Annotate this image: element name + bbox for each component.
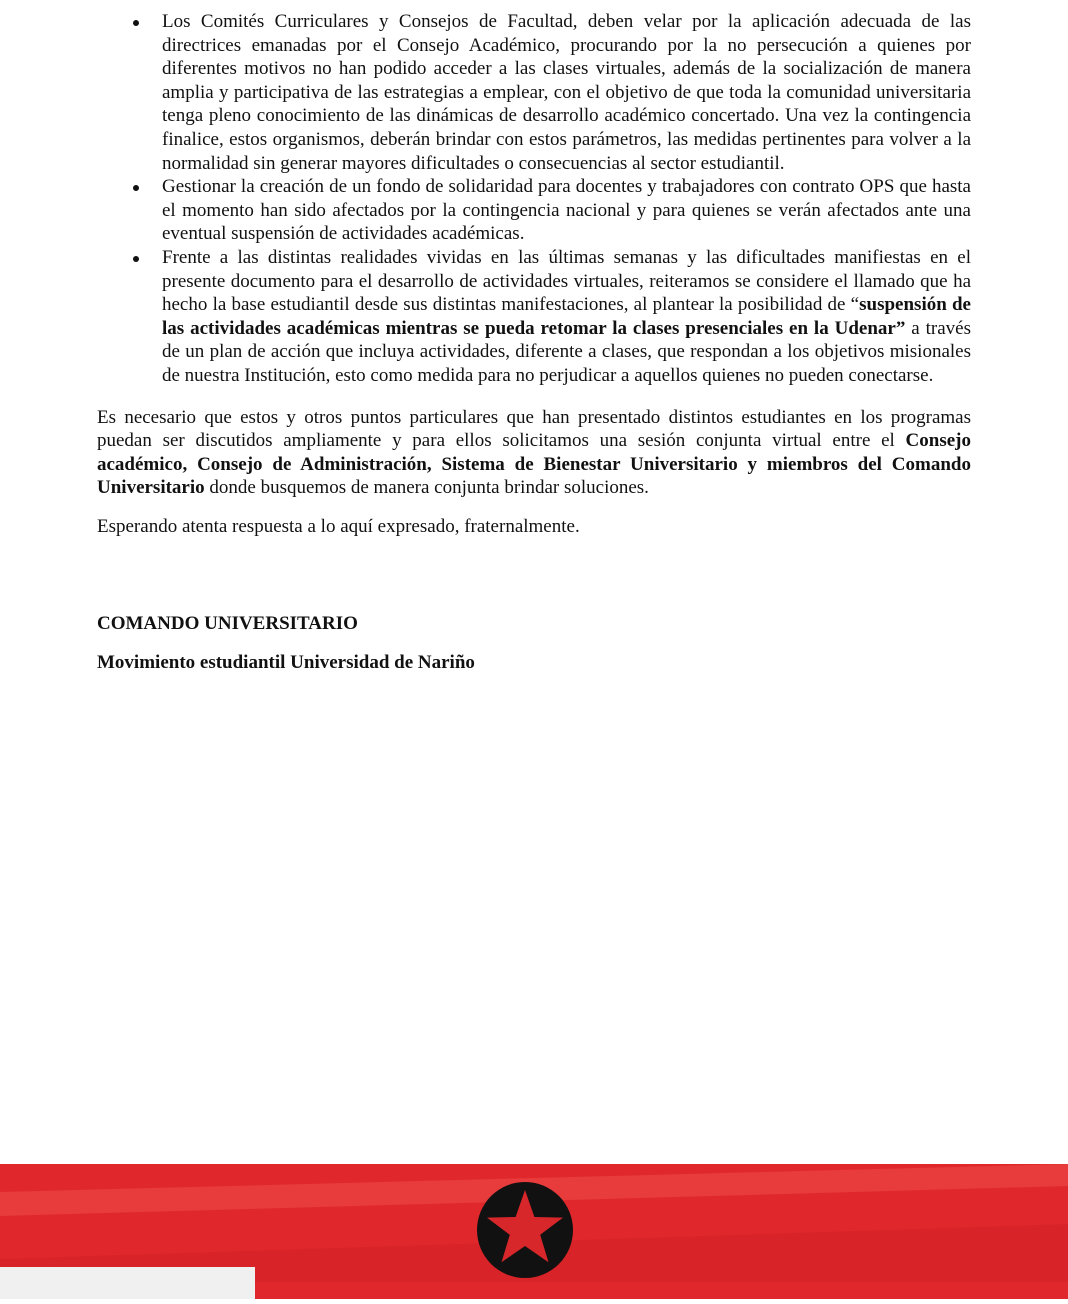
request-text-start: Es necesario que estos y otros puntos particulares que han presentado distintos estudiantes en los programas puedan ser discutidos ampliamente y para ellos solicitamos una sesión conjunta virtual entre el [97, 406, 971, 452]
bullet-icon [133, 20, 139, 26]
footer-graphic [0, 1164, 1068, 1299]
signature-organization: COMANDO UNIVERSITARIO [97, 613, 358, 635]
list-item-solidarity-fund [97, 175, 971, 246]
bullet-icon [133, 185, 139, 191]
footer-banner [0, 1164, 1068, 1299]
closing-line: Esperando atenta respuesta a lo aquí expresado, fraternalmente. [97, 515, 580, 537]
request-text-end: donde busquemos de manera conjunta brindar soluciones. [204, 477, 649, 499]
list-item-text: Los Comités Curriculares y Consejos de Facultad, deben velar por la aplicación adecuada de las directrices emanadas por el Consejo Académico, procurando por la no persecución a quienes por diferentes motivos no han podido acceder a las clases virtuales, además de la socialización de manera amplia y participativa de las estrategias a emplear, con el objetivo de que toda la comunidad universitaria tenga pleno conocimiento de las dinámicas de desarrollo académico concertado. Una vez la contingencia finalice, estos organismos, deberán brindar con estos parámetros, las medidas pertinentes para volver a la normalidad sin generar mayores dificultades o consecuencias al sector estudiantil. [162, 11, 971, 174]
request-bold-text: Consejo académico, Consejo de Administración, Sistema de Bienestar Universitario y miembros del Comando Universitario [97, 430, 971, 499]
document-body [97, 10, 971, 675]
list-item-text-start: Frente a las distintas realidades vividas en las últimas semanas y las dificultades manifiestas en el presente documento para el desarrollo de actividades virtuales, reiteramos se considere el llamado que ha hecho la base estudiantil desde sus distintas manifestaciones, al plantear la posibilidad de “ [162, 246, 971, 316]
signature-subtitle: Movimiento estudiantil Universidad de Nariño [97, 652, 475, 674]
bullet-icon [133, 256, 139, 262]
footer-bottom-edge [255, 1282, 1068, 1299]
demands-list [97, 10, 971, 388]
list-item-text: Gestionar la creación de un fondo de solidaridad para docentes y trabajadores con contrato OPS que hasta el momento han sido afectados por la contingencia nacional y para quienes se verán afectados ante una eventual suspensión de actividades académicas. [162, 176, 971, 245]
footer-bottom-strip [0, 1267, 255, 1299]
list-item-bold-text: suspensión de las actividades académicas mientras se pueda retomar la clases presenciales en la Udenar” [162, 294, 971, 339]
list-item-text-end: a través de un plan de acción que incluya actividades, diferente a clases, que respondan a los objetivos misionales de nuestra Institución, esto como medida para no perjudicar a aquellos quienes no pueden conectarse. [162, 317, 971, 386]
red-star-emblem-icon [477, 1182, 573, 1278]
list-item-committees [97, 10, 971, 175]
list-item-suspension-request [97, 246, 971, 388]
request-paragraph [97, 406, 971, 500]
